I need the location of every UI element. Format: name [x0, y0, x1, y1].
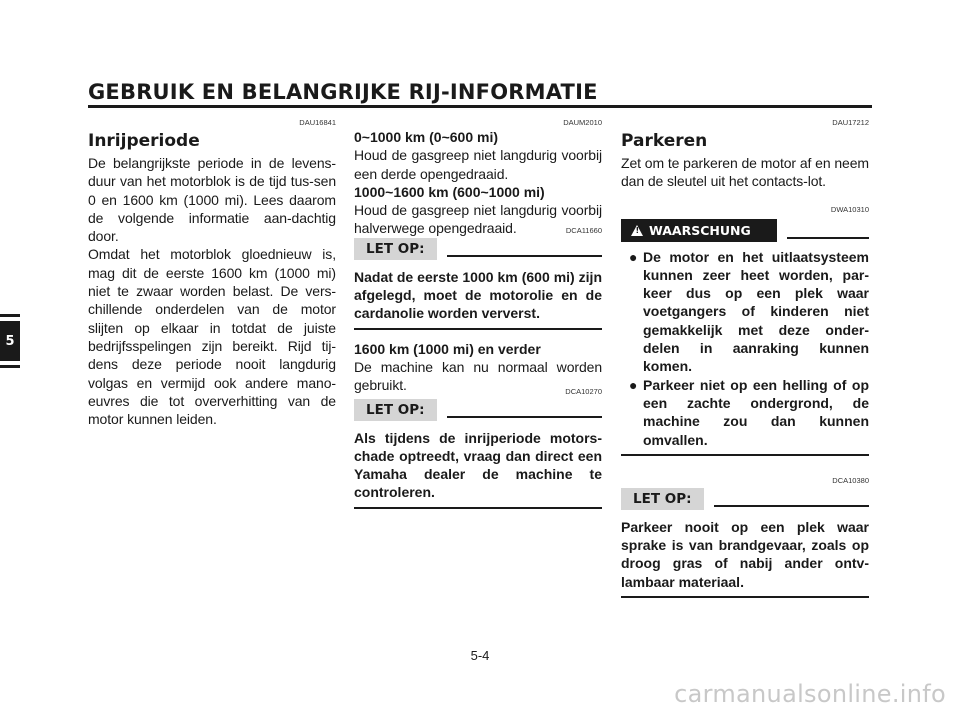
note-text: Als tijdens de inrijperiode motors-chade optreedt, vraag dan direct een Yamaha dealer de machine te controleren.	[354, 429, 602, 501]
note-label: LET OP:	[621, 488, 704, 510]
reference-code: DAU17212	[832, 118, 869, 127]
warning-label-box	[621, 219, 777, 242]
reference-code: DCA11660	[565, 225, 602, 235]
note-header	[621, 488, 869, 510]
chapter-tab[interactable]	[0, 321, 20, 361]
warning-header	[621, 219, 869, 242]
reference-code: DCA10380	[832, 475, 869, 485]
reference-code: DWA10310	[830, 204, 869, 214]
warning-rule	[787, 237, 869, 239]
note-rule	[447, 416, 602, 418]
reference-code: DCA10270	[565, 386, 602, 396]
bullet-dot-icon: ●	[629, 376, 638, 393]
section-title-parkeren: Parkeren	[621, 131, 708, 151]
warning-list	[621, 248, 869, 449]
side-tab-bottom-line	[0, 365, 20, 368]
warning-triangle-icon: !	[631, 225, 643, 236]
list-item	[629, 248, 869, 376]
warning-bullet-text: Parkeer niet op een helling of op een zachte ondergrond, de machine zou dan kunnen omvallen.	[643, 376, 869, 448]
warning-label: WAARSCHUNG	[649, 222, 751, 238]
note-header	[354, 238, 602, 260]
warning-end-rule	[621, 454, 869, 456]
watermark: carmanualsonline.info	[674, 680, 946, 708]
reference-code: DAUM2010	[563, 118, 602, 127]
subheading-0-1000km: 0~1000 km (0~600 mi)	[354, 129, 498, 145]
note-text: Nadat de eerste 1000 km (600 mi) zijn afgelegd, moet de motorolie en de cardanolie worden ververst.	[354, 268, 602, 322]
page-header	[88, 80, 872, 104]
bullet-dot-icon: ●	[629, 248, 638, 265]
page-number: 5-4	[470, 648, 490, 663]
column-inrij-details	[354, 118, 602, 509]
note-end-rule	[354, 507, 602, 509]
note-end-rule	[354, 328, 602, 330]
note-text: Parkeer nooit op een plek waar sprake is van brandgevaar, zoals op droog gras of nabij ander ontv-lambaar materiaal.	[621, 518, 869, 590]
note-label: LET OP:	[354, 399, 437, 421]
note-header	[354, 399, 602, 421]
chapter-tab-label: 5	[5, 333, 15, 349]
note-end-rule	[621, 596, 869, 598]
paragraph: Omdat het motorblok gloednieuw is, mag dit de eerste 1600 km (1000 mi) niet te zwaar worden belast. De vers-chillende onderdelen van de motor slijten op elkaar in totdat de juiste bedrijfsspelingen zijn bereikt. Rijd tij-dens deze periode nooit langdurig volgas en vermijd ook andere mano-euvres die tot oververhitting van de motor kunnen leiden.	[88, 246, 336, 428]
header-rule	[88, 105, 872, 108]
paragraph: De machine kan nu normaal worden gebruikt.	[354, 358, 602, 394]
note-rule	[447, 255, 602, 257]
paragraph: Zet om te parkeren de motor af en neem dan de sleutel uit het contacts-lot.	[621, 155, 869, 190]
note-label: LET OP:	[354, 238, 437, 260]
list-item	[629, 376, 869, 449]
chapter-title: GEBRUIK EN BELANGRIJKE RIJ-INFORMATIE	[88, 80, 598, 104]
paragraph: Houd de gasgreep niet langdurig voorbij een derde opengedraaid.	[354, 147, 602, 182]
subheading-1000-1600km: 1000~1600 km (600~1000 mi)	[354, 183, 545, 200]
section-title-inrijperiode: Inrijperiode	[88, 131, 200, 151]
paragraph: Houd de gasgreep niet langdurig voorbij halverwege opengedraaid.	[354, 202, 602, 237]
subheading-1600km: 1600 km (1000 mi) en verder	[354, 340, 541, 357]
note-rule	[714, 505, 869, 507]
side-tab-top-line	[0, 314, 20, 317]
column-inrijperiode	[88, 118, 336, 428]
warning-bullet-text: De motor en het uitlaatsysteem kunnen zeer heet worden, par-keer dus op een plek waar voetgangers of kinderen niet gemakkelijk met deze onder-delen in aanraking kunnen komen.	[643, 248, 869, 375]
column-parkeren	[621, 118, 869, 598]
reference-code: DAU16841	[299, 118, 336, 127]
paragraph: De belangrijkste periode in de levens-duur van het motorblok is de tijd tus-sen 0 en 1600 km (1000 mi). Lees daarom de volgende informatie aan-dachtig door.	[88, 155, 336, 245]
